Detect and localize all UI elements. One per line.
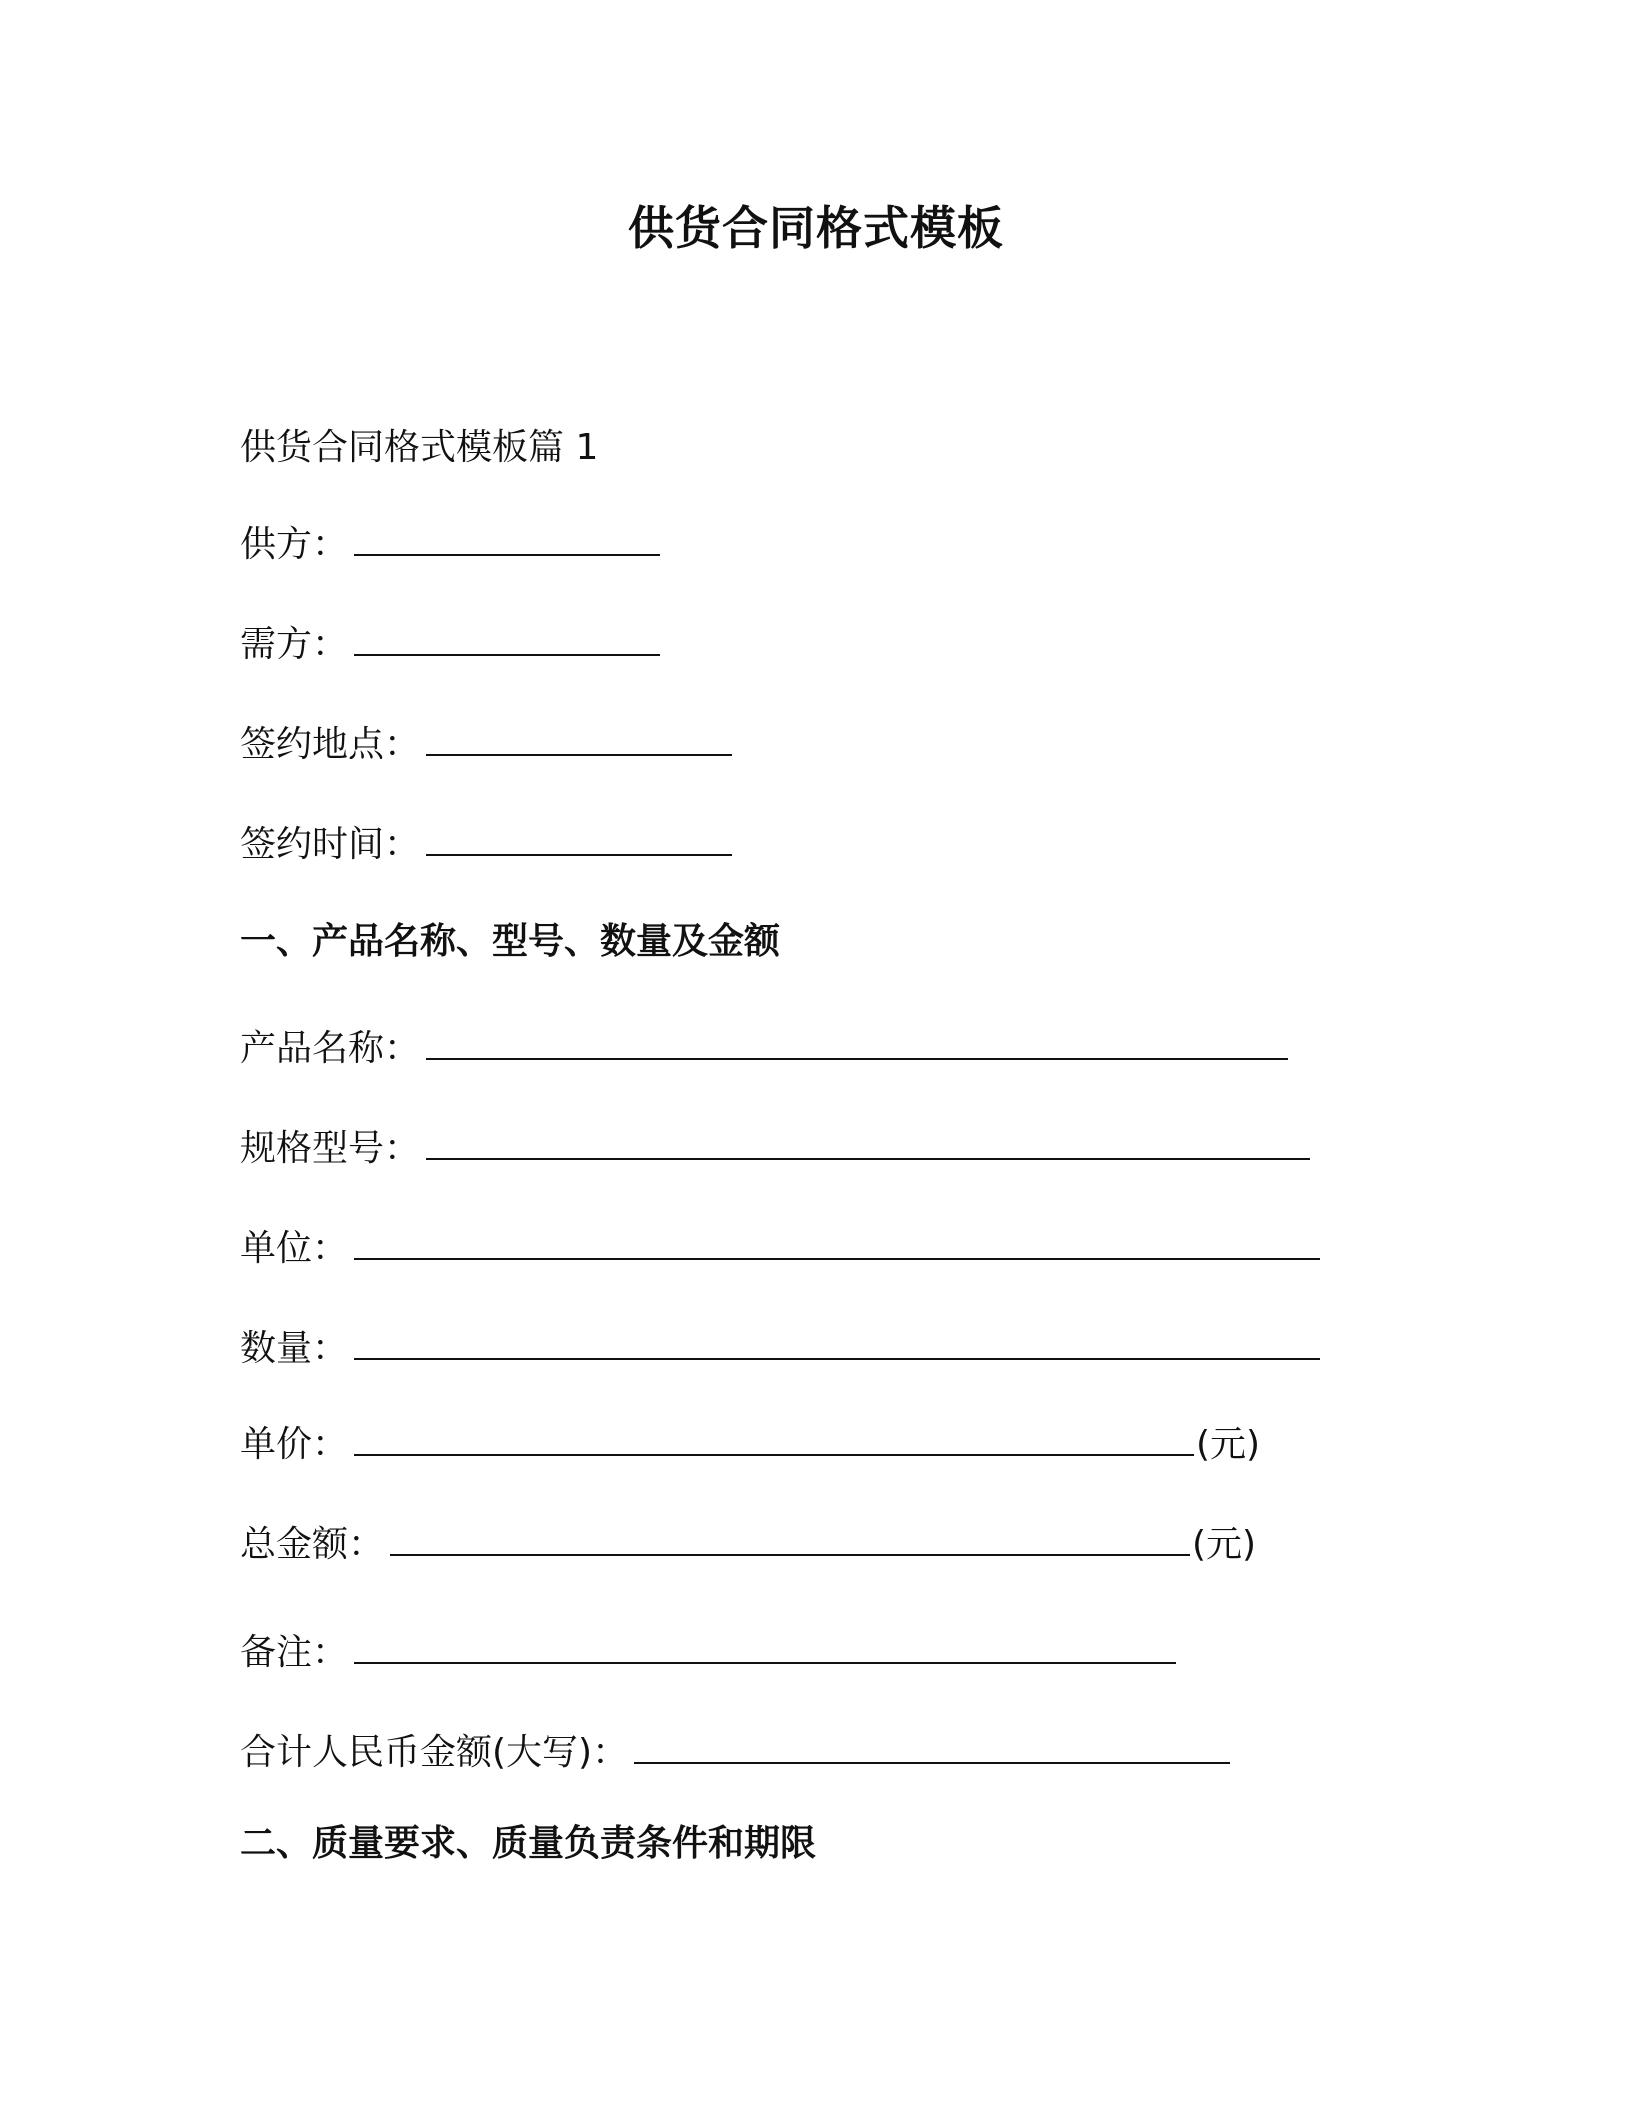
unit-price-blank xyxy=(354,1418,1194,1456)
quantity-blank xyxy=(354,1322,1320,1360)
supplier-blank xyxy=(354,518,660,556)
sign-place-blank xyxy=(426,718,732,756)
buyer-blank xyxy=(354,618,660,656)
remarks-label: 备注： xyxy=(240,1632,349,1673)
section-title: 供货合同格式模板篇 1 xyxy=(240,427,599,468)
quantity-line xyxy=(240,1322,1320,1373)
document-title: 供货合同格式模板 xyxy=(628,201,1004,255)
unit-price-line xyxy=(240,1418,1260,1469)
product-name-blank xyxy=(426,1022,1288,1060)
total-rmb-line xyxy=(240,1726,1230,1777)
total-amount-suffix: (元) xyxy=(1192,1524,1257,1565)
total-rmb-label: 合计人民币金额(大写)： xyxy=(240,1732,629,1773)
product-name-label: 产品名称： xyxy=(240,1028,421,1069)
total-amount-label: 总金额： xyxy=(240,1524,385,1565)
buyer-line xyxy=(240,618,660,669)
sign-place-label: 签约地点： xyxy=(240,724,421,765)
total-rmb-blank xyxy=(634,1726,1230,1764)
sign-time-line xyxy=(240,818,732,869)
buyer-label: 需方： xyxy=(240,624,349,665)
sign-time-blank xyxy=(426,818,732,856)
unit-blank xyxy=(354,1222,1320,1260)
remarks-blank xyxy=(354,1626,1176,1664)
unit-price-suffix: (元) xyxy=(1196,1424,1261,1465)
product-name-line xyxy=(240,1022,1288,1073)
unit-label: 单位： xyxy=(240,1228,349,1269)
sign-place-line xyxy=(240,718,732,769)
unit-line xyxy=(240,1222,1320,1273)
sign-time-label: 签约时间： xyxy=(240,824,421,865)
supplier-line xyxy=(240,518,660,569)
quantity-label: 数量： xyxy=(240,1328,349,1369)
supplier-label: 供方： xyxy=(240,524,349,565)
heading-2: 二、质量要求、质量负责条件和期限 xyxy=(240,1823,817,1864)
spec-model-label: 规格型号： xyxy=(240,1128,421,1169)
unit-price-label: 单价： xyxy=(240,1424,349,1465)
total-amount-line xyxy=(240,1518,1256,1569)
heading-1: 一、产品名称、型号、数量及金额 xyxy=(240,921,781,962)
spec-model-blank xyxy=(426,1122,1310,1160)
spec-model-line xyxy=(240,1122,1310,1173)
remarks-line xyxy=(240,1626,1176,1677)
total-amount-blank xyxy=(390,1518,1190,1556)
